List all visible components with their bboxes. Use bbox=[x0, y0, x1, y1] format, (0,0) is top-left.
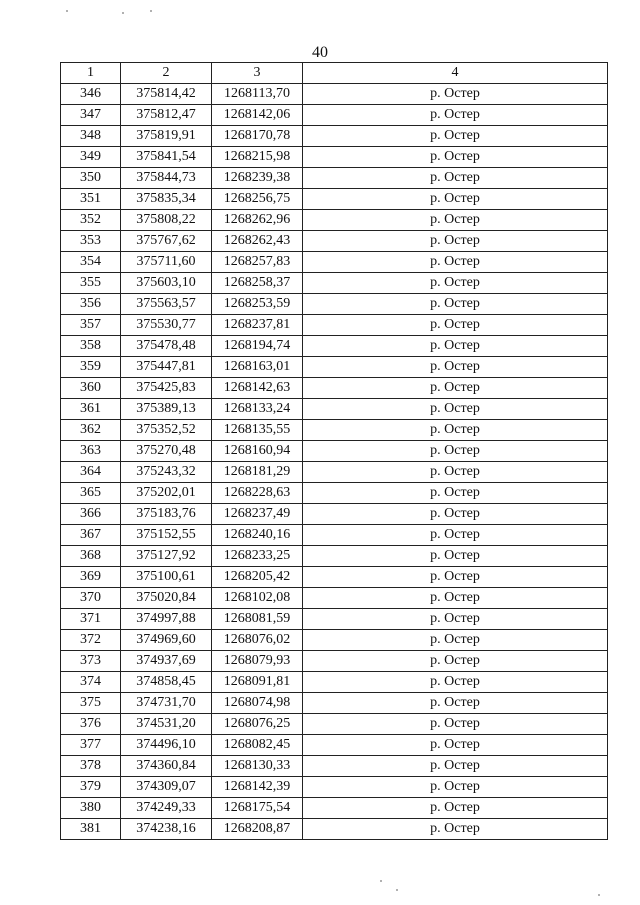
cell-y-coordinate: 1268082,45 bbox=[212, 735, 303, 756]
scan-speck bbox=[150, 10, 152, 12]
cell-x-coordinate: 374309,07 bbox=[121, 777, 212, 798]
cell-description: р. Остер bbox=[303, 777, 608, 798]
cell-y-coordinate: 1268257,83 bbox=[212, 252, 303, 273]
cell-description: р. Остер bbox=[303, 546, 608, 567]
table-row bbox=[61, 336, 608, 357]
cell-y-coordinate: 1268091,81 bbox=[212, 672, 303, 693]
table-row bbox=[61, 441, 608, 462]
table-row bbox=[61, 735, 608, 756]
cell-number: 371 bbox=[61, 609, 121, 630]
cell-y-coordinate: 1268208,87 bbox=[212, 819, 303, 840]
cell-x-coordinate: 374969,60 bbox=[121, 630, 212, 651]
table-row bbox=[61, 126, 608, 147]
cell-description: р. Остер bbox=[303, 756, 608, 777]
table-body bbox=[61, 84, 608, 840]
cell-number: 360 bbox=[61, 378, 121, 399]
cell-x-coordinate: 375530,77 bbox=[121, 315, 212, 336]
table-row bbox=[61, 231, 608, 252]
table-row bbox=[61, 315, 608, 336]
cell-x-coordinate: 375020,84 bbox=[121, 588, 212, 609]
coordinates-table bbox=[60, 62, 608, 840]
cell-x-coordinate: 375243,32 bbox=[121, 462, 212, 483]
table-row bbox=[61, 714, 608, 735]
cell-y-coordinate: 1268253,59 bbox=[212, 294, 303, 315]
cell-x-coordinate: 375478,48 bbox=[121, 336, 212, 357]
cell-x-coordinate: 375812,47 bbox=[121, 105, 212, 126]
cell-number: 370 bbox=[61, 588, 121, 609]
table-row bbox=[61, 798, 608, 819]
cell-x-coordinate: 374937,69 bbox=[121, 651, 212, 672]
table-row bbox=[61, 588, 608, 609]
cell-x-coordinate: 375152,55 bbox=[121, 525, 212, 546]
table-row bbox=[61, 525, 608, 546]
cell-x-coordinate: 375425,83 bbox=[121, 378, 212, 399]
cell-description: р. Остер bbox=[303, 735, 608, 756]
cell-description: р. Остер bbox=[303, 651, 608, 672]
cell-y-coordinate: 1268142,06 bbox=[212, 105, 303, 126]
page-number: 40 bbox=[312, 44, 328, 61]
column-header-x: 2 bbox=[121, 63, 212, 84]
table-row bbox=[61, 756, 608, 777]
cell-x-coordinate: 374360,84 bbox=[121, 756, 212, 777]
column-header-y: 3 bbox=[212, 63, 303, 84]
table-row bbox=[61, 294, 608, 315]
table-row bbox=[61, 105, 608, 126]
cell-y-coordinate: 1268081,59 bbox=[212, 609, 303, 630]
cell-description: р. Остер bbox=[303, 609, 608, 630]
cell-x-coordinate: 375202,01 bbox=[121, 483, 212, 504]
cell-number: 353 bbox=[61, 231, 121, 252]
cell-x-coordinate: 375127,92 bbox=[121, 546, 212, 567]
table-row bbox=[61, 693, 608, 714]
cell-y-coordinate: 1268205,42 bbox=[212, 567, 303, 588]
cell-y-coordinate: 1268262,96 bbox=[212, 210, 303, 231]
table-row bbox=[61, 399, 608, 420]
cell-description: р. Остер bbox=[303, 798, 608, 819]
cell-number: 349 bbox=[61, 147, 121, 168]
cell-number: 348 bbox=[61, 126, 121, 147]
cell-description: р. Остер bbox=[303, 336, 608, 357]
cell-description: р. Остер bbox=[303, 420, 608, 441]
cell-description: р. Остер bbox=[303, 630, 608, 651]
cell-number: 375 bbox=[61, 693, 121, 714]
table-row bbox=[61, 420, 608, 441]
cell-y-coordinate: 1268175,54 bbox=[212, 798, 303, 819]
cell-y-coordinate: 1268240,16 bbox=[212, 525, 303, 546]
cell-y-coordinate: 1268215,98 bbox=[212, 147, 303, 168]
cell-y-coordinate: 1268256,75 bbox=[212, 189, 303, 210]
cell-number: 356 bbox=[61, 294, 121, 315]
cell-x-coordinate: 375100,61 bbox=[121, 567, 212, 588]
cell-x-coordinate: 375814,42 bbox=[121, 84, 212, 105]
table-row bbox=[61, 546, 608, 567]
cell-description: р. Остер bbox=[303, 126, 608, 147]
table-row bbox=[61, 630, 608, 651]
table-row bbox=[61, 819, 608, 840]
cell-description: р. Остер bbox=[303, 378, 608, 399]
cell-x-coordinate: 374496,10 bbox=[121, 735, 212, 756]
cell-description: р. Остер bbox=[303, 189, 608, 210]
cell-y-coordinate: 1268135,55 bbox=[212, 420, 303, 441]
cell-y-coordinate: 1268079,93 bbox=[212, 651, 303, 672]
cell-y-coordinate: 1268258,37 bbox=[212, 273, 303, 294]
cell-x-coordinate: 374858,45 bbox=[121, 672, 212, 693]
cell-x-coordinate: 374997,88 bbox=[121, 609, 212, 630]
cell-y-coordinate: 1268228,63 bbox=[212, 483, 303, 504]
cell-number: 355 bbox=[61, 273, 121, 294]
cell-y-coordinate: 1268130,33 bbox=[212, 756, 303, 777]
cell-y-coordinate: 1268076,02 bbox=[212, 630, 303, 651]
cell-number: 354 bbox=[61, 252, 121, 273]
table-header-row bbox=[61, 63, 608, 84]
cell-y-coordinate: 1268233,25 bbox=[212, 546, 303, 567]
cell-description: р. Остер bbox=[303, 294, 608, 315]
cell-description: р. Остер bbox=[303, 357, 608, 378]
cell-number: 368 bbox=[61, 546, 121, 567]
cell-y-coordinate: 1268142,39 bbox=[212, 777, 303, 798]
table-row bbox=[61, 357, 608, 378]
cell-number: 373 bbox=[61, 651, 121, 672]
cell-y-coordinate: 1268163,01 bbox=[212, 357, 303, 378]
cell-number: 361 bbox=[61, 399, 121, 420]
cell-description: р. Остер bbox=[303, 210, 608, 231]
cell-number: 380 bbox=[61, 798, 121, 819]
table-row bbox=[61, 168, 608, 189]
cell-description: р. Остер bbox=[303, 504, 608, 525]
cell-number: 374 bbox=[61, 672, 121, 693]
cell-number: 358 bbox=[61, 336, 121, 357]
cell-x-coordinate: 374731,70 bbox=[121, 693, 212, 714]
cell-number: 357 bbox=[61, 315, 121, 336]
cell-description: р. Остер bbox=[303, 105, 608, 126]
cell-number: 346 bbox=[61, 84, 121, 105]
table-row bbox=[61, 378, 608, 399]
table-row bbox=[61, 273, 608, 294]
cell-number: 347 bbox=[61, 105, 121, 126]
table-row bbox=[61, 504, 608, 525]
cell-number: 363 bbox=[61, 441, 121, 462]
cell-description: р. Остер bbox=[303, 441, 608, 462]
cell-description: р. Остер bbox=[303, 231, 608, 252]
scan-speck bbox=[380, 880, 382, 882]
cell-number: 364 bbox=[61, 462, 121, 483]
cell-y-coordinate: 1268239,38 bbox=[212, 168, 303, 189]
cell-number: 377 bbox=[61, 735, 121, 756]
cell-x-coordinate: 375711,60 bbox=[121, 252, 212, 273]
cell-x-coordinate: 375808,22 bbox=[121, 210, 212, 231]
cell-description: р. Остер bbox=[303, 714, 608, 735]
cell-x-coordinate: 375603,10 bbox=[121, 273, 212, 294]
cell-x-coordinate: 375819,91 bbox=[121, 126, 212, 147]
cell-description: р. Остер bbox=[303, 525, 608, 546]
cell-description: р. Остер bbox=[303, 315, 608, 336]
table-row bbox=[61, 672, 608, 693]
cell-description: р. Остер bbox=[303, 84, 608, 105]
cell-x-coordinate: 375841,54 bbox=[121, 147, 212, 168]
cell-y-coordinate: 1268142,63 bbox=[212, 378, 303, 399]
cell-description: р. Остер bbox=[303, 819, 608, 840]
cell-x-coordinate: 374249,33 bbox=[121, 798, 212, 819]
cell-description: р. Остер bbox=[303, 273, 608, 294]
cell-y-coordinate: 1268133,24 bbox=[212, 399, 303, 420]
scan-speck bbox=[66, 10, 68, 12]
table-row bbox=[61, 483, 608, 504]
table-row bbox=[61, 189, 608, 210]
cell-description: р. Остер bbox=[303, 252, 608, 273]
cell-y-coordinate: 1268113,70 bbox=[212, 84, 303, 105]
table-row bbox=[61, 252, 608, 273]
cell-y-coordinate: 1268262,43 bbox=[212, 231, 303, 252]
table-row bbox=[61, 609, 608, 630]
cell-y-coordinate: 1268160,94 bbox=[212, 441, 303, 462]
cell-x-coordinate: 375767,62 bbox=[121, 231, 212, 252]
table-row bbox=[61, 651, 608, 672]
cell-number: 372 bbox=[61, 630, 121, 651]
table-row bbox=[61, 84, 608, 105]
cell-description: р. Остер bbox=[303, 147, 608, 168]
cell-number: 367 bbox=[61, 525, 121, 546]
cell-number: 376 bbox=[61, 714, 121, 735]
cell-number: 350 bbox=[61, 168, 121, 189]
table-row bbox=[61, 147, 608, 168]
cell-description: р. Остер bbox=[303, 168, 608, 189]
cell-number: 352 bbox=[61, 210, 121, 231]
cell-number: 362 bbox=[61, 420, 121, 441]
cell-description: р. Остер bbox=[303, 567, 608, 588]
cell-x-coordinate: 375270,48 bbox=[121, 441, 212, 462]
cell-x-coordinate: 375352,52 bbox=[121, 420, 212, 441]
cell-x-coordinate: 375183,76 bbox=[121, 504, 212, 525]
table-row bbox=[61, 462, 608, 483]
cell-description: р. Остер bbox=[303, 462, 608, 483]
cell-x-coordinate: 375563,57 bbox=[121, 294, 212, 315]
cell-y-coordinate: 1268181,29 bbox=[212, 462, 303, 483]
cell-x-coordinate: 375835,34 bbox=[121, 189, 212, 210]
cell-x-coordinate: 375389,13 bbox=[121, 399, 212, 420]
cell-x-coordinate: 374531,20 bbox=[121, 714, 212, 735]
cell-y-coordinate: 1268170,78 bbox=[212, 126, 303, 147]
table-row bbox=[61, 567, 608, 588]
column-header-number: 1 bbox=[61, 63, 121, 84]
cell-number: 365 bbox=[61, 483, 121, 504]
cell-number: 378 bbox=[61, 756, 121, 777]
cell-number: 369 bbox=[61, 567, 121, 588]
cell-y-coordinate: 1268194,74 bbox=[212, 336, 303, 357]
table-row bbox=[61, 210, 608, 231]
cell-description: р. Остер bbox=[303, 693, 608, 714]
cell-number: 351 bbox=[61, 189, 121, 210]
cell-x-coordinate: 375447,81 bbox=[121, 357, 212, 378]
cell-y-coordinate: 1268237,81 bbox=[212, 315, 303, 336]
cell-number: 381 bbox=[61, 819, 121, 840]
cell-y-coordinate: 1268102,08 bbox=[212, 588, 303, 609]
cell-y-coordinate: 1268076,25 bbox=[212, 714, 303, 735]
scan-speck bbox=[598, 894, 600, 896]
column-header-description: 4 bbox=[303, 63, 608, 84]
cell-x-coordinate: 374238,16 bbox=[121, 819, 212, 840]
cell-description: р. Остер bbox=[303, 588, 608, 609]
cell-number: 379 bbox=[61, 777, 121, 798]
scan-speck bbox=[122, 12, 124, 14]
cell-y-coordinate: 1268237,49 bbox=[212, 504, 303, 525]
cell-description: р. Остер bbox=[303, 399, 608, 420]
cell-y-coordinate: 1268074,98 bbox=[212, 693, 303, 714]
scan-speck bbox=[396, 889, 398, 891]
cell-number: 359 bbox=[61, 357, 121, 378]
cell-description: р. Остер bbox=[303, 672, 608, 693]
table-row bbox=[61, 777, 608, 798]
cell-number: 366 bbox=[61, 504, 121, 525]
cell-description: р. Остер bbox=[303, 483, 608, 504]
cell-x-coordinate: 375844,73 bbox=[121, 168, 212, 189]
